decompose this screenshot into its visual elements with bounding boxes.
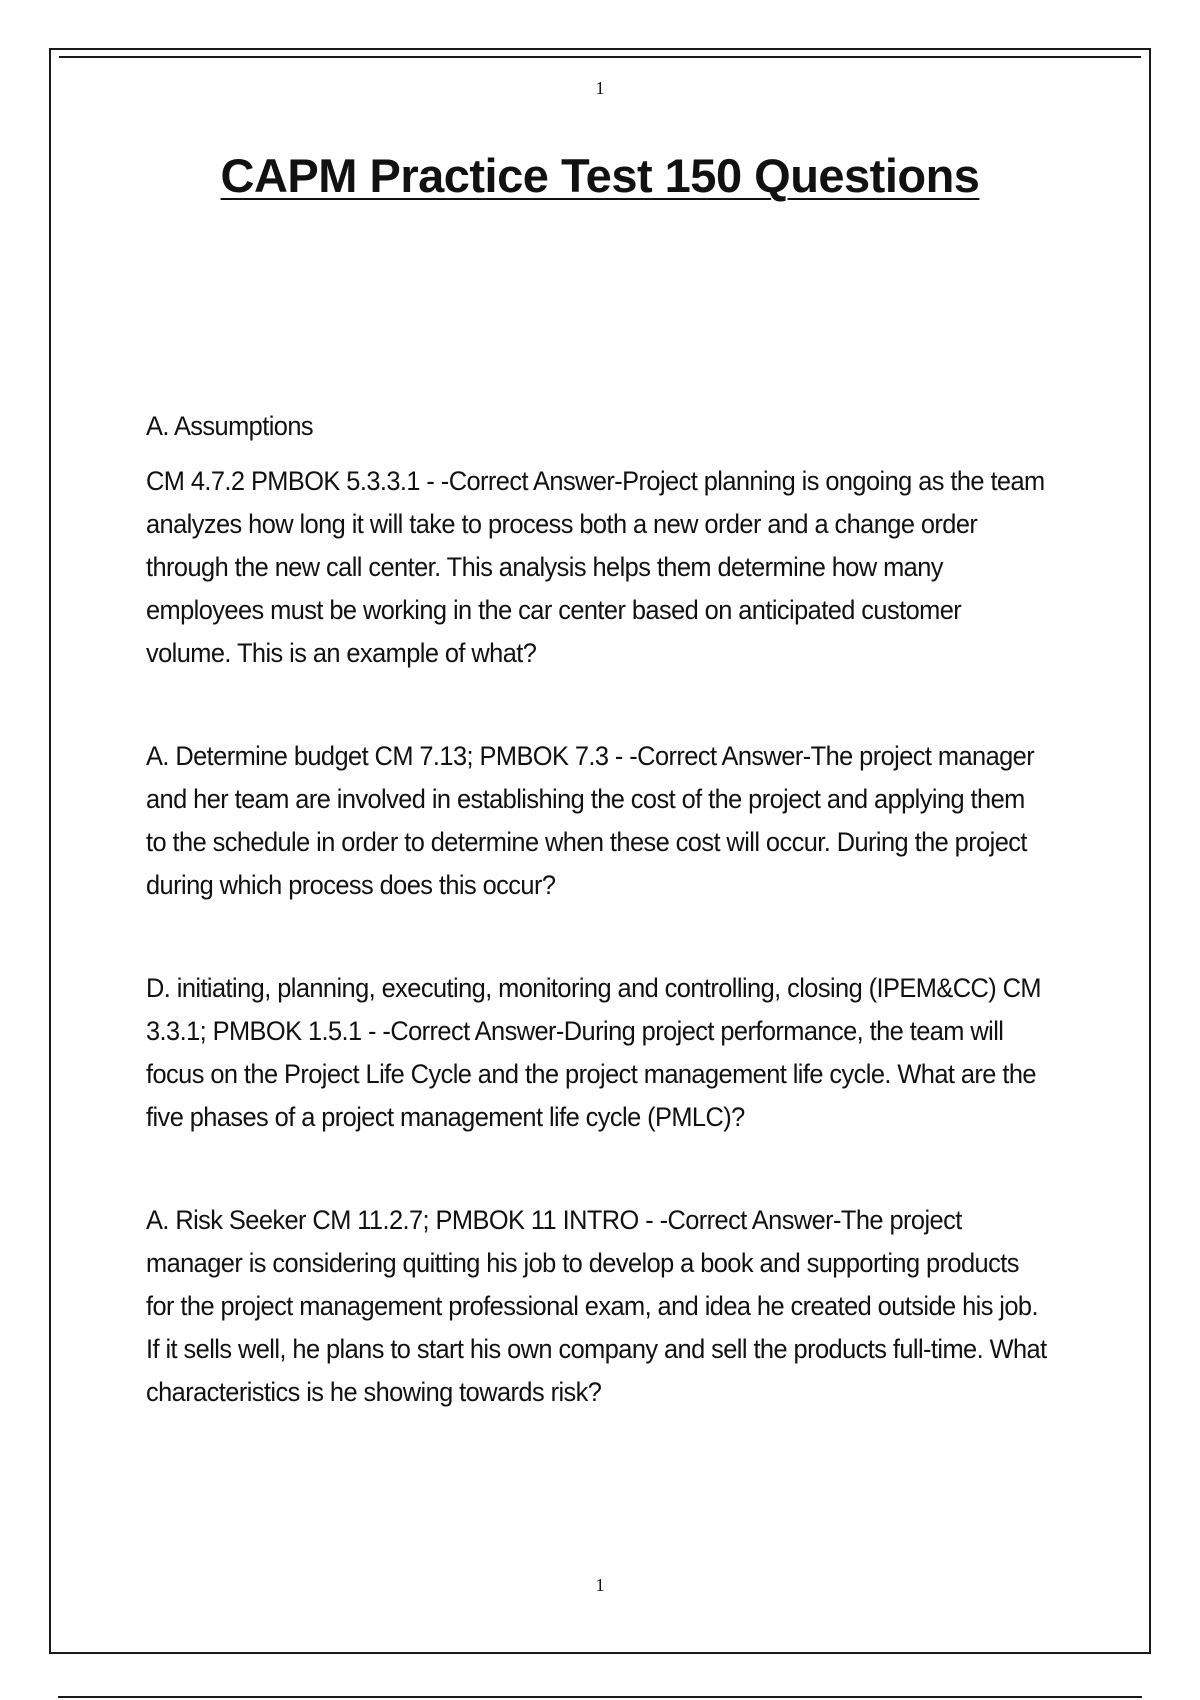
page-frame — [49, 48, 1151, 1654]
page-number-bottom: 1 — [595, 1575, 605, 1595]
qa-item-2: A. Determine budget CM 7.13; PMBOK 7.3 - -Correct Answer-The project manager and her team are involved in establishing the cost of the project and applying them to the schedule in order to determine when these cost will occur. During the project during which process does this occur? — [146, 741, 1035, 900]
qa-item-1: CM 4.7.2 PMBOK 5.3.3.1 - -Correct Answer-Project planning is ongoing as the team analyzes how long it will take to process both a new order and a change order through the new call center. This analysis helps them determine how many employees must be working in the car center based on anticipated customer volume. This is an example of what? — [146, 466, 1045, 668]
answer-assumptions: A. Assumptions — [146, 411, 314, 441]
document-title-text: CAPM Practice Test 150 Questions — [220, 149, 980, 202]
top-rule — [59, 56, 1141, 58]
document-body — [146, 405, 1048, 1474]
qa-item-4: A. Risk Seeker CM 11.2.7; PMBOK 11 INTRO - -Correct Answer-The project manager is considering quitting his job to develop a book and supporting products for the project management professional exam, and idea he created outside his job. If it sells well, he plans to start his own company and sell the products full-time. What characteristics is he showing towards risk? — [146, 1205, 1047, 1407]
qa-item-3: D. initiating, planning, executing, monitoring and controlling, closing (IPEM&CC) CM 3.3.1; PMBOK 1.5.1 - -Correct Answer-During project performance, the team will focus on the Project Life Cycle and the project management life cycle. What are the five phases of a project management life cycle (PMLC)? — [146, 973, 1041, 1132]
document-title — [51, 148, 1149, 203]
page-number-top: 1 — [595, 78, 605, 98]
next-page-edge-rule — [58, 1696, 1142, 1698]
